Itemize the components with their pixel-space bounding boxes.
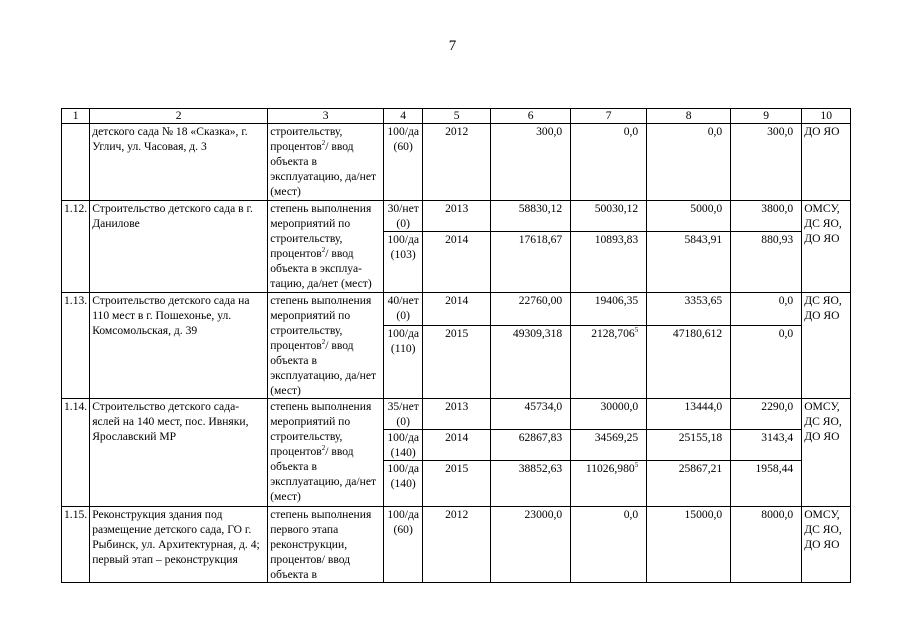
data-table	[61, 108, 851, 583]
total-amount: 45734,0	[491, 399, 571, 430]
total-amount: 17618,67	[491, 232, 571, 293]
year: 2015	[423, 461, 491, 507]
amount-col8: 5843,91	[647, 232, 731, 293]
executor: ОМСУ, ДС ЯО, ДО ЯО	[802, 507, 851, 583]
year: 2013	[423, 201, 491, 232]
executor: ДО ЯО	[802, 124, 851, 201]
table-row	[62, 201, 851, 232]
header-row	[62, 109, 851, 124]
total-amount: 58830,12	[491, 201, 571, 232]
indicator: строительству, процентов$^2$/ ввод объекта в эксплуатацию, да/нет (мест)	[268, 124, 384, 201]
row-number: 1.15.	[62, 507, 90, 583]
amount-col7: 19406,35	[571, 293, 647, 326]
indicator-value: 100/да (60)	[384, 507, 423, 583]
indicator-value: 30/нет (0)	[384, 201, 423, 232]
amount-col7: 0,0	[571, 507, 647, 583]
indicator-value: 100/да (60)	[384, 124, 423, 201]
amount-col9: 3143,4	[731, 430, 802, 461]
amount-col8: 5000,0	[647, 201, 731, 232]
object-name: Строительство детского сада-яслей на 140 мест, пос. Ивняки, Ярославский МР	[90, 399, 268, 507]
year: 2014	[423, 430, 491, 461]
amount-col9: 0,0	[731, 325, 802, 398]
header-cell-9: 9	[731, 109, 802, 124]
amount-col8: 13444,0	[647, 399, 731, 430]
header-cell-10: 10	[802, 109, 851, 124]
amount-col9: 300,0	[731, 124, 802, 201]
table-row	[62, 507, 851, 583]
header-cell-4: 4	[384, 109, 423, 124]
amount-col7: 11026,980$^5$	[571, 461, 647, 507]
header-cell-3: 3	[268, 109, 384, 124]
indicator-value: 35/нет (0)	[384, 399, 423, 430]
indicator: степень выполнения мероприятий по строительству, процентов$^2$/ ввод объекта в эксплуатацию, да/нет (мест)	[268, 293, 384, 399]
year: 2012	[423, 507, 491, 583]
row-number: 1.13.	[62, 293, 90, 399]
amount-col8: 15000,0	[647, 507, 731, 583]
amount-col8: 3353,65	[647, 293, 731, 326]
year: 2013	[423, 399, 491, 430]
header-cell-7: 7	[571, 109, 647, 124]
year: 2012	[423, 124, 491, 201]
total-amount: 38852,63	[491, 461, 571, 507]
indicator: степень выполнения первого этапа реконструкции, процентов/ ввод объекта в	[268, 507, 384, 583]
amount-col9: 1958,44	[731, 461, 802, 507]
table-row	[62, 399, 851, 430]
header-cell-1: 1	[62, 109, 90, 124]
executor: ОМСУ, ДС ЯО, ДО ЯО	[802, 399, 851, 507]
header-cell-2: 2	[90, 109, 268, 124]
amount-col7: 2128,706$^5$	[571, 325, 647, 398]
row-number: 1.12.	[62, 201, 90, 293]
object-name: Реконструкция здания под размещение детского сада, ГО г. Рыбинск, ул. Архитектурная, д. 4; первый этап – реконструкция	[90, 507, 268, 583]
header-cell-8: 8	[647, 109, 731, 124]
amount-col7: 0,0	[571, 124, 647, 201]
amount-col9: 3800,0	[731, 201, 802, 232]
amount-col9: 2290,0	[731, 399, 802, 430]
object-name: Строительство детского сада в г. Данилове	[90, 201, 268, 293]
year: 2014	[423, 232, 491, 293]
amount-col7: 34569,25	[571, 430, 647, 461]
total-amount: 22760,00	[491, 293, 571, 326]
indicator-value: 100/да (140)	[384, 430, 423, 461]
amount-col9: 8000,0	[731, 507, 802, 583]
total-amount: 23000,0	[491, 507, 571, 583]
year: 2015	[423, 325, 491, 398]
indicator: степень выполнения мероприятий по строительству, процентов$^2$/ ввод объекта в эксплуатацию, да/нет (мест)	[268, 399, 384, 507]
amount-col7: 10893,83	[571, 232, 647, 293]
page-number: 7	[448, 38, 457, 54]
table-row	[62, 293, 851, 326]
indicator-value: 100/да (110)	[384, 325, 423, 398]
header-cell-6: 6	[491, 109, 571, 124]
amount-col8: 25155,18	[647, 430, 731, 461]
amount-col7: 30000,0	[571, 399, 647, 430]
year: 2014	[423, 293, 491, 326]
indicator: степень выполнения мероприятий по строительству, процентов$^2$/ ввод объекта в эксплуа-тацию, да/нет (мест)	[268, 201, 384, 293]
indicator-value: 100/да (103)	[384, 232, 423, 293]
amount-col8: 47180,612	[647, 325, 731, 398]
amount-col7: 50030,12	[571, 201, 647, 232]
table-row	[62, 124, 851, 201]
row-number: 1.14.	[62, 399, 90, 507]
row-number	[62, 124, 90, 201]
header-cell-5: 5	[423, 109, 491, 124]
object-name: детского сада № 18 «Сказка», г. Углич, ул. Часовая, д. 3	[90, 124, 268, 201]
amount-col9: 880,93	[731, 232, 802, 293]
executor: ДС ЯО, ДО ЯО	[802, 293, 851, 399]
total-amount: 300,0	[491, 124, 571, 201]
indicator-value: 40/нет (0)	[384, 293, 423, 326]
indicator-value: 100/да (140)	[384, 461, 423, 507]
object-name: Строительство детского сада на 110 мест в г. Пошехонье, ул. Комсомольская, д. 39	[90, 293, 268, 399]
amount-col9: 0,0	[731, 293, 802, 326]
executor: ОМСУ, ДС ЯО, ДО ЯО	[802, 201, 851, 293]
amount-col8: 0,0	[647, 124, 731, 201]
total-amount: 62867,83	[491, 430, 571, 461]
amount-col8: 25867,21	[647, 461, 731, 507]
total-amount: 49309,318	[491, 325, 571, 398]
